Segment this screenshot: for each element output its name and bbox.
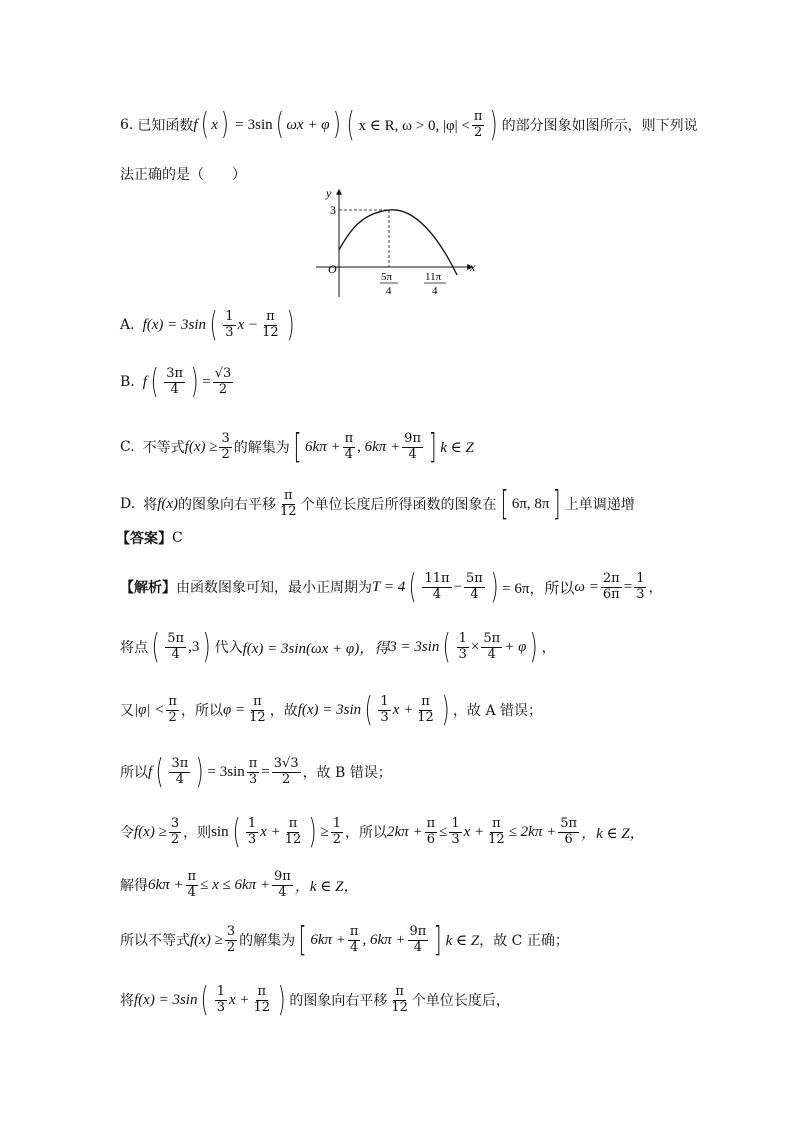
analysis-text: 将点 (120, 640, 148, 656)
frac-num: π (248, 755, 258, 771)
frac-num: 1 (216, 983, 225, 999)
paren-close: ) (195, 752, 204, 792)
option-c-text: 不等式 (142, 440, 185, 456)
frac-den: 2 (221, 446, 230, 462)
frac-num: π (257, 983, 267, 999)
paren-close: ) (332, 107, 341, 142)
paren-open: ( (443, 627, 451, 667)
fraction-5pi-4 (165, 632, 186, 663)
option-b (120, 362, 235, 402)
fraction-9pi-4 (402, 432, 423, 463)
question-line-2 (120, 164, 246, 184)
analysis-line-2 (120, 627, 556, 667)
analysis-text: ，故 B 错误； (302, 765, 392, 781)
fraction-pi-12 (278, 489, 299, 520)
analysis-expr: ≤ x ≤ 6kπ + (200, 876, 271, 893)
paren-open: ( (232, 812, 241, 852)
analysis-expr: ≤ 2kπ + (508, 823, 557, 840)
option-d-text-3: 个单位长度后所得函数的图象在 (300, 497, 497, 513)
analysis-text: 由函数图象可知，最小正周期为 (176, 580, 372, 596)
frac-den: 12 (488, 831, 505, 847)
analysis-text: 的解集为 (239, 933, 296, 949)
analysis-text: ，故 A 错误； (453, 703, 543, 719)
analysis-line-1 (120, 567, 663, 607)
frac-den: 2 (218, 381, 228, 397)
bracket-close: ] (428, 427, 437, 467)
frac-den: 4 (487, 646, 496, 662)
frac-den: 6π (602, 586, 620, 602)
x-axis-label: x (470, 260, 476, 274)
frac-den: 12 (262, 324, 279, 340)
fraction-3pi-4 (164, 367, 185, 398)
analysis-line-6 (120, 870, 358, 901)
fraction-5pi-4 (481, 632, 502, 663)
fraction-pi-3 (247, 757, 260, 788)
fraction-1-3 (457, 632, 469, 663)
fraction-pi-2 (166, 695, 179, 726)
paren-open: ( (346, 105, 355, 145)
frac-num: 3 (226, 923, 236, 939)
frac-den: 3 (216, 999, 225, 1015)
fraction-1-2 (331, 817, 343, 848)
x-tick-5pi-den: 4 (386, 285, 392, 297)
interval-right: , 6kπ + (357, 438, 401, 455)
frac-num: π (426, 815, 436, 831)
frac-num: 5π (560, 815, 578, 831)
fraction-3sqrt3-2 (272, 757, 301, 788)
analysis-text: ，故 C 正确； (479, 933, 569, 949)
frac-den: 3 (636, 586, 645, 602)
frac-den: 3 (451, 831, 460, 847)
analysis-expr: 3 = 3sin (389, 638, 440, 655)
analysis-expr: f(x) ≥ (190, 931, 223, 948)
analysis-expr: = 3sin (207, 763, 245, 780)
interval: 6π, 8π (511, 495, 550, 512)
analysis-expr: f (148, 763, 153, 780)
option-d-text-4: 上单调递增 (564, 497, 635, 513)
fraction-3-2 (169, 817, 181, 848)
k-in-z: k ∈ Z (445, 932, 480, 949)
analysis-expr: + φ (504, 638, 527, 655)
comma: ， (648, 580, 663, 596)
analysis-text: = 6π，所以 (502, 580, 575, 597)
question-prompt: 法正确的是（ ） (120, 167, 246, 183)
analysis-expr: x + (463, 823, 485, 840)
fraction-pi-over-2 (472, 110, 485, 141)
paren-close: ) (530, 627, 538, 667)
frac-den: 12 (249, 709, 266, 725)
frac-num: π (253, 693, 262, 709)
bracket-open: [ (298, 920, 307, 960)
frac-num: 1 (380, 693, 389, 709)
question-after-text: 的部分图象如图所示，则下列说 (501, 118, 698, 134)
paren-close: ) (220, 107, 229, 142)
analysis-expr: f(x) ≥ (134, 823, 167, 840)
frac-den: 4 (170, 381, 179, 397)
frac-num: 5π (466, 570, 483, 586)
fraction-11pi-4 (422, 572, 451, 603)
frac-num: π (288, 815, 298, 831)
fraction-pi-4 (186, 870, 199, 901)
frac-num: 3 (170, 815, 180, 831)
paren-open: ( (200, 107, 209, 142)
paren-close: ) (202, 627, 211, 667)
frac-num: 1 (225, 308, 234, 324)
fraction-5pi-6 (558, 817, 579, 848)
fraction-9pi-4 (272, 870, 293, 901)
frac-den: 6 (564, 831, 573, 847)
function-name: f (193, 116, 198, 133)
minus: − (453, 578, 463, 595)
analysis-line-7 (120, 920, 569, 960)
option-c-label: C. (120, 439, 135, 455)
analysis-label: 【解析】 (120, 580, 176, 596)
frac-den: 4 (344, 446, 353, 462)
analysis-text: ，所以 (180, 703, 223, 719)
option-d-text: 将 (143, 497, 158, 513)
fraction-1-3 (449, 817, 461, 848)
frac-den: 4 (175, 771, 184, 787)
analysis-text: 将 (120, 993, 134, 1009)
frac-num: 11π (424, 570, 450, 586)
option-c-text-2: 的解集为 (233, 440, 290, 456)
question-line-1 (120, 105, 698, 145)
paren-open: ( (209, 305, 218, 345)
analysis-expr: sin (211, 823, 229, 840)
frac-num: π (344, 430, 354, 446)
analysis-text: ，则 (183, 825, 212, 841)
condition-text: x ∈ R, ω > 0, |φ| < (358, 117, 470, 134)
bracket-close: ] (433, 920, 442, 960)
frac-num: π (187, 869, 197, 884)
frac-den: 4 (350, 939, 359, 955)
frac-den: 12 (284, 831, 302, 847)
option-a-inner: x − (237, 316, 259, 333)
analysis-expr: f(x) = 3sin(ωx + φ)，得 (242, 640, 390, 657)
analysis-text: 解得 (120, 878, 148, 895)
analysis-text: 又 (120, 703, 134, 719)
frac-num: 9π (409, 923, 427, 939)
option-b-function: f (142, 373, 147, 390)
leq: ≤ (439, 823, 448, 840)
x-tick-5pi-num: 5π (381, 271, 393, 283)
point-y: ,3 (188, 638, 200, 655)
fraction-pi-6 (425, 817, 438, 848)
equals: = (231, 116, 248, 133)
frac-den: 3 (247, 831, 257, 847)
frac-num: π (492, 815, 501, 831)
bracket-close: ] (553, 484, 562, 524)
frac-den: 12 (253, 999, 271, 1015)
fraction-1-3 (246, 817, 258, 848)
paren-close: ) (277, 980, 286, 1020)
frac-den: 6 (426, 831, 435, 847)
option-d-label: D. (120, 496, 136, 512)
paren-open: ( (364, 690, 373, 730)
analysis-text: 所以不等式 (120, 933, 190, 949)
fraction-1-3 (378, 695, 390, 726)
frac-den: 2 (226, 939, 236, 955)
option-b-label: B. (120, 374, 135, 390)
fraction-3-2 (219, 432, 231, 463)
paren-open: ( (201, 980, 210, 1020)
frac-den: 12 (391, 999, 408, 1015)
bracket-open: [ (500, 484, 509, 524)
paren-close: ) (286, 305, 295, 345)
option-d (120, 484, 635, 524)
answer-label: 【答案】 (116, 531, 172, 547)
fraction-pi-4 (348, 925, 361, 956)
bracket-open: [ (293, 427, 302, 467)
frac-num: 1 (636, 570, 645, 586)
frac-num: 2π (602, 570, 620, 586)
frac-num: 1 (332, 815, 342, 831)
geq: ≥ (320, 823, 329, 840)
sine-argument: ωx + φ (286, 116, 330, 133)
fraction-sqrt3-2 (213, 367, 234, 398)
var-x: x (211, 116, 218, 133)
analysis-text: ，所以 (345, 825, 388, 841)
y-tick-3: 3 (330, 203, 336, 217)
frac-num: 1 (247, 815, 257, 831)
analysis-expr: f(x) = 3sin (297, 701, 362, 718)
paren-close: ) (490, 105, 498, 145)
frac-den: 3 (225, 324, 234, 340)
fraction-pi-12 (252, 985, 273, 1016)
question-intro: 已知函数 (137, 118, 194, 134)
period-expr: T = 4 (372, 578, 406, 595)
x-plus: x + (392, 701, 414, 718)
frac-num: 3√3 (273, 755, 299, 771)
option-a-label: A. (120, 317, 135, 333)
frac-den: 2 (473, 124, 483, 140)
origin-label: O (328, 262, 337, 276)
analysis-expr: x + (260, 823, 281, 840)
y-axis-label: y (326, 186, 332, 200)
frac-num: 5π (167, 630, 185, 646)
analysis-text: ，故 (269, 703, 298, 719)
frac-num: 1 (451, 815, 460, 831)
fraction-pi-12 (415, 695, 436, 726)
fraction-9pi-4 (408, 925, 429, 956)
fraction-3pi-4 (169, 757, 190, 788)
fraction-pi-12 (486, 817, 507, 848)
interval-left: 6kπ + (305, 438, 341, 455)
paren-close: ) (490, 567, 499, 607)
fraction-pi-4 (343, 432, 356, 463)
frac-den: 4 (432, 586, 442, 602)
function-graph (300, 185, 490, 300)
analysis-text: 所以 (120, 765, 148, 781)
analysis-text: 令 (120, 825, 134, 841)
omega-expr: ω = (574, 578, 599, 595)
analysis-line-3 (120, 690, 543, 730)
paren-open: ( (155, 752, 164, 792)
frac-num: 3π (171, 755, 189, 771)
frac-num: π (395, 983, 404, 999)
option-a-function: f(x) = 3sin (142, 316, 207, 333)
times: × (470, 638, 480, 655)
fraction-5pi-4 (464, 572, 485, 603)
analysis-expr: ，k ∈ Z， (294, 878, 359, 895)
frac-den: 3 (380, 709, 389, 725)
option-c (120, 427, 474, 467)
analysis-expr: f(x) = 3sin (134, 991, 198, 1008)
option-d-text-2: 的图象向右平移 (178, 497, 277, 513)
paren-open: ( (151, 627, 160, 667)
frac-den: 2 (170, 831, 180, 847)
equals: = (261, 763, 270, 780)
paren-close: ) (308, 812, 317, 852)
paren-close: ) (441, 690, 450, 730)
frac-num: 5π (483, 630, 501, 646)
analysis-text: 代入 (214, 640, 243, 656)
equals: = (202, 373, 211, 390)
x-tick-11pi-num: 11π (425, 271, 442, 283)
analysis-line-4 (120, 752, 392, 792)
frac-den: 4 (187, 884, 196, 900)
paren-close: ) (190, 362, 199, 402)
x-tick-11pi-den: 4 (432, 285, 438, 297)
analysis-text: 个单位长度后， (411, 993, 510, 1009)
frac-den: 2 (332, 831, 342, 847)
frac-den: 4 (408, 446, 417, 462)
option-d-function: f(x) (157, 495, 179, 512)
frac-num: √3 (214, 365, 232, 381)
interval-left: 6kπ + (310, 931, 346, 948)
frac-den: 4 (171, 646, 180, 662)
x-plus: x + (229, 991, 250, 1008)
interval-right: , 6kπ + (362, 931, 406, 948)
option-a (120, 305, 298, 345)
paren-open: ( (150, 362, 159, 402)
answer-line (116, 528, 183, 548)
fraction-pi-12 (389, 985, 410, 1016)
frac-den: 3 (248, 771, 258, 787)
analysis-expr: 6kπ + (148, 876, 184, 893)
equals: = (623, 578, 633, 595)
analysis-expr: ，k ∈ Z， (581, 825, 645, 842)
frac-den: 4 (413, 939, 423, 955)
answer-value: C (172, 530, 183, 546)
analysis-expr: φ = (222, 701, 246, 718)
frac-num: 3π (166, 365, 184, 381)
k-in-z: k ∈ Z (440, 439, 474, 456)
frac-num: π (473, 108, 483, 124)
frac-den: 4 (278, 884, 287, 900)
paren-open: ( (408, 567, 417, 607)
frac-den: 2 (282, 771, 291, 787)
option-c-inequality: f(x) ≥ (184, 438, 218, 455)
analysis-text: 的图象向右平移 (289, 993, 388, 1009)
frac-num: 3 (221, 430, 230, 446)
paren-open: ( (275, 107, 284, 142)
frac-num: π (421, 693, 430, 709)
analysis-expr: 2kπ + (387, 823, 423, 840)
frac-num: 1 (458, 630, 467, 646)
sine-curve (339, 210, 457, 275)
frac-den: 3 (458, 646, 467, 662)
fraction-2pi-6pi (601, 572, 622, 603)
frac-num: 9π (274, 869, 291, 884)
fraction-1-3 (223, 310, 235, 341)
question-number: 6. (120, 117, 134, 133)
fraction-1-3 (215, 985, 227, 1016)
frac-den: 4 (470, 586, 479, 602)
analysis-line-5 (120, 812, 645, 852)
analysis-line-8 (120, 980, 510, 1020)
frac-den: 2 (168, 709, 177, 725)
sine-coefficient: 3sin (247, 116, 273, 133)
frac-den: 12 (280, 503, 297, 519)
fraction-pi-12 (260, 310, 281, 341)
frac-num: π (349, 923, 359, 939)
frac-num: π (284, 487, 293, 503)
frac-num: π (266, 308, 275, 324)
fraction-pi-12 (283, 817, 304, 848)
frac-num: π (168, 693, 177, 709)
comma: ， (541, 640, 556, 656)
fraction-pi-12 (247, 695, 268, 726)
fraction-3-2 (225, 925, 237, 956)
analysis-expr: |φ| < (134, 701, 165, 718)
frac-num: 9π (404, 430, 421, 446)
frac-den: 12 (417, 709, 434, 725)
fraction-1-3 (634, 572, 646, 603)
